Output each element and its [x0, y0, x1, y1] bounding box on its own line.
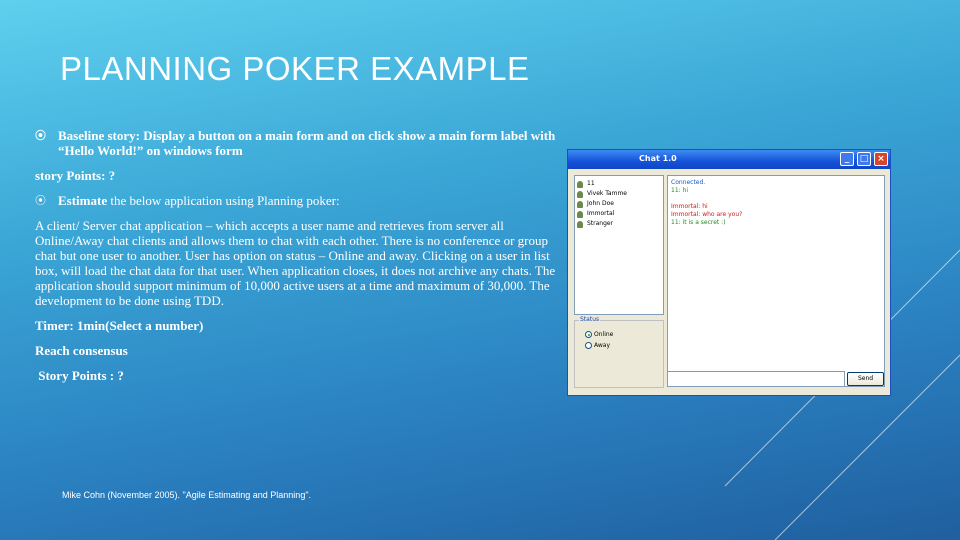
radio-icon — [585, 342, 592, 349]
timer-text: Timer: 1min(Select a number) — [35, 318, 204, 333]
user-name: Immortal — [587, 210, 615, 217]
status-away-label: Away — [594, 342, 610, 349]
slide-body — [35, 128, 560, 393]
user-name: Stranger — [587, 220, 614, 227]
chat-message: Connected. — [671, 179, 706, 186]
target-bullet-icon: ⦿ — [35, 195, 46, 207]
window-titlebar[interactable] — [568, 150, 890, 169]
bullet-estimate-bold: Estimate — [58, 193, 108, 208]
footnote: Mike Cohn (November 2005). "Agile Estimating and Planning". — [62, 490, 312, 500]
app-description: A client/ Server chat application – which accepts a user name and retrieves from server all Online/Away chat clients and allows them to chat with each other. There is no conference or group chat but one user to another. User has option on status – Online and away. Clicking on a user in list box, will load the chat data for that user. When application closes, it does not archive any chats. The application should support minimum of 10,000 active users at a time and maximum of 30,000. The development to be done using TDD. — [35, 218, 556, 308]
chat-message: 11: it is a secret :) — [671, 219, 726, 226]
chat-message: Immortal: hi — [671, 203, 708, 210]
bullet-estimate — [35, 193, 560, 208]
minimize-button[interactable]: _ — [840, 152, 854, 166]
chat-message: 11: hi — [671, 187, 689, 194]
chat-message — [668, 195, 884, 203]
chat-log — [667, 175, 885, 387]
story-points-label: story Points: ? — [35, 168, 116, 183]
user-name: 11 — [587, 180, 595, 187]
close-button[interactable]: × — [874, 152, 888, 166]
user-list-item[interactable] — [575, 189, 663, 199]
bullet-baseline — [35, 128, 560, 158]
window-title: Chat 1.0 — [639, 154, 677, 163]
message-input[interactable] — [667, 371, 845, 387]
bullet-baseline-text: Baseline story: Display a button on a main form and on click show a main form label with “Hello World!” on windows form — [58, 128, 556, 158]
maximize-button[interactable]: □ — [857, 152, 871, 166]
status-label: Status — [580, 316, 600, 323]
user-list-item[interactable] — [575, 219, 663, 229]
send-button[interactable]: Send — [847, 372, 884, 386]
status-online-label: Online — [594, 331, 614, 338]
consensus-text: Reach consensus — [35, 343, 128, 358]
story-points-final: Story Points : ? — [35, 368, 124, 383]
user-list-item[interactable] — [575, 209, 663, 219]
user-icon — [577, 211, 583, 218]
target-bullet-icon: ⦿ — [35, 130, 46, 142]
status-online-radio[interactable] — [585, 331, 613, 338]
radio-icon — [585, 331, 592, 338]
user-list[interactable] — [574, 175, 664, 315]
chat-window — [567, 149, 891, 396]
chat-message: Immortal: who are you? — [671, 211, 743, 218]
status-group — [574, 316, 664, 388]
user-icon — [577, 181, 583, 188]
user-icon — [577, 191, 583, 198]
user-name: John Doe — [587, 200, 614, 207]
slide-title: PLANNING POKER EXAMPLE — [60, 50, 530, 87]
user-name: Vivek Tamme — [587, 190, 627, 197]
user-icon — [577, 221, 583, 228]
user-icon — [577, 201, 583, 208]
bullet-estimate-text: the below application using Planning poker: — [107, 193, 340, 208]
user-list-item[interactable] — [575, 199, 663, 209]
user-list-item[interactable] — [575, 179, 663, 189]
status-away-radio[interactable] — [585, 342, 610, 349]
